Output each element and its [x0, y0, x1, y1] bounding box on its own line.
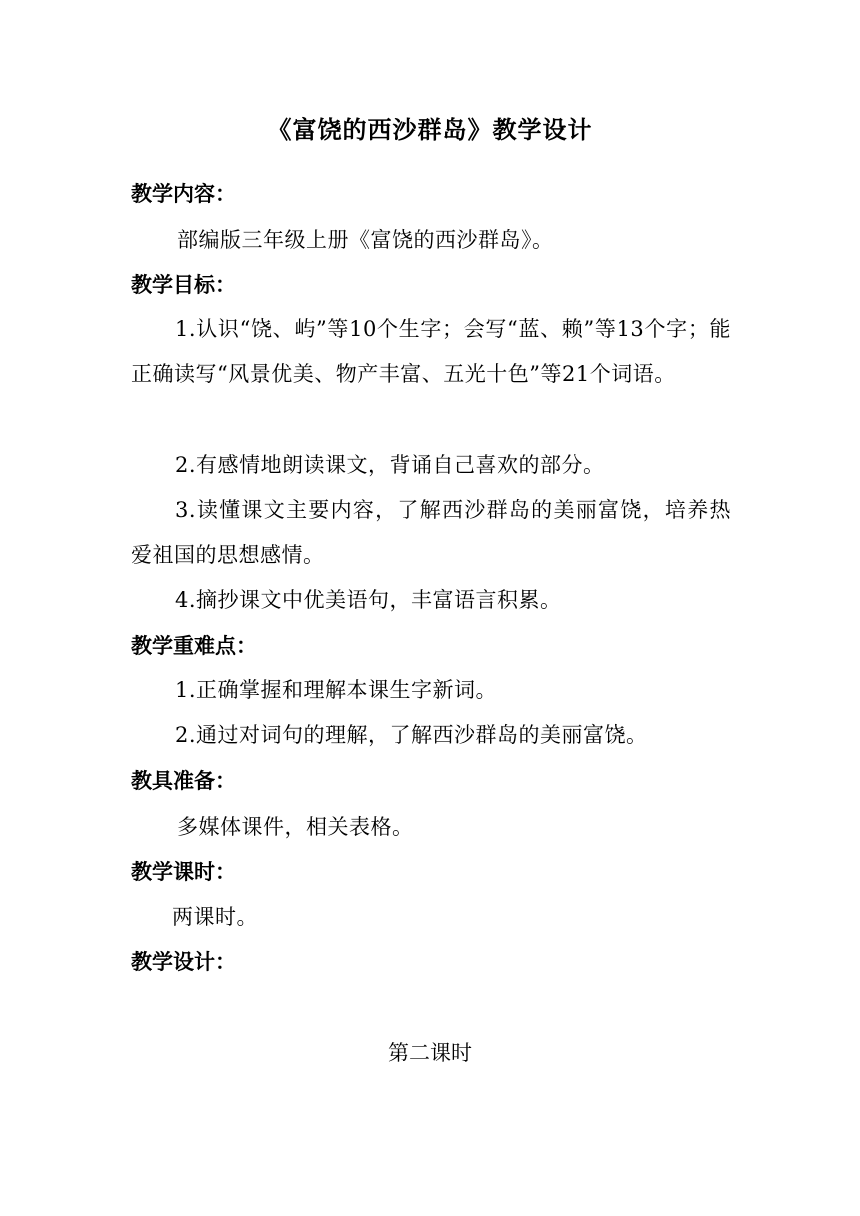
goal-item-4: 4.摘抄课文中优美语句，丰富语言积累。 [175, 588, 562, 612]
goal-item-1: 1.认识“饶、屿”等10个生字；会写“蓝、赖”等13个字；能正确读写“风景优美、物产丰富、五光十色”等21个词语。 [131, 317, 731, 386]
heading-periods: 教学课时： [131, 860, 236, 884]
heading-key-points: 教学重难点： [131, 634, 257, 658]
key-point-item-1: 1.正确掌握和理解本课生字新词。 [175, 678, 498, 702]
goal-item-3: 3.读懂课文主要内容，了解西沙群岛的美丽富饶，培养热爱祖国的思想感情。 [131, 498, 731, 567]
goal-item-2: 2.有感情地朗读课文，背诵自己喜欢的部分。 [175, 453, 605, 477]
heading-teaching-goals: 教学目标： [131, 273, 236, 297]
lesson-label: 第二课时 [388, 1041, 472, 1065]
materials-text: 多媒体课件，相关表格。 [177, 815, 414, 839]
periods-text: 两课时。 [172, 905, 258, 929]
key-point-item-2: 2.通过对词句的理解，了解西沙群岛的美丽富饶。 [175, 723, 648, 747]
document-title: 《富饶的西沙群岛》教学设计 [267, 115, 593, 144]
teaching-content-text: 部编版三年级上册《富饶的西沙群岛》。 [177, 228, 554, 252]
heading-teaching-design: 教学设计： [131, 950, 236, 974]
heading-materials: 教具准备： [131, 769, 236, 793]
heading-teaching-content: 教学内容： [131, 182, 236, 206]
